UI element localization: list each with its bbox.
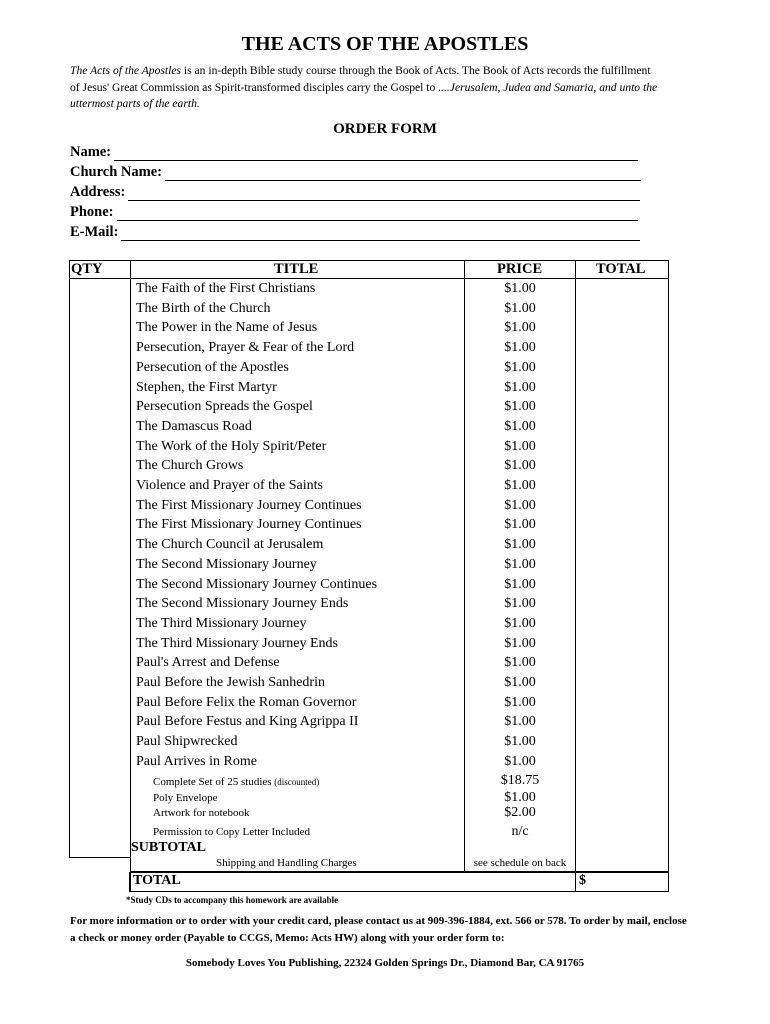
church-name-label: Church Name: [70, 164, 162, 180]
total-header: TOTAL [596, 261, 646, 277]
table-top-border [69, 260, 669, 261]
row-price: $1.00 [504, 418, 536, 434]
row-title: The Church Council at Jerusalem [136, 537, 324, 553]
row-title: The Work of the Holy Spirit/Peter [136, 438, 327, 454]
row-title: Paul Before Festus and King Agrippa II [136, 714, 359, 730]
row-title: The Second Missionary Journey Ends [136, 596, 349, 612]
row-price: $1.00 [504, 556, 536, 572]
qty-bottom-border [69, 857, 131, 858]
order-form-title: ORDER FORM [333, 121, 437, 137]
total-value: $ [579, 873, 586, 888]
row-price: $1.00 [504, 379, 536, 395]
shipping-label: Shipping and Handling Charges [216, 857, 357, 869]
phone-field[interactable] [70, 201, 638, 221]
set-note: (discounted) [274, 777, 320, 787]
artwork-price: $2.00 [504, 805, 536, 820]
artwork-title: Artwork for notebook [153, 807, 250, 819]
intro-text: is an in-depth Bible study course through the Book of Acts. The Book of Acts records the fulfillment of Jesus' Great Commission as Spirit-transformed disciples carry the Gospel to [70, 64, 651, 94]
address-label: Address: [70, 184, 126, 200]
church-name-line[interactable] [165, 166, 641, 181]
row-title: The Power in the Name of Jesus [136, 320, 318, 336]
row-title: Persecution, Prayer & Fear of the Lord [136, 340, 355, 356]
book-title: The Acts of the Apostles [70, 64, 181, 77]
email-line[interactable] [121, 226, 640, 241]
mailing-address: Somebody Loves You Publishing, 22324 Golden Springs Dr., Diamond Bar, CA 91765 [185, 957, 585, 969]
email-label: E-Mail: [70, 224, 119, 240]
table-right-border [668, 260, 669, 892]
total-box [129, 872, 669, 892]
row-title: Paul Shipwrecked [136, 734, 238, 750]
row-title: Stephen, the First Martyr [136, 379, 277, 395]
price-header: PRICE [497, 261, 543, 277]
row-price: $1.00 [504, 359, 536, 375]
intro-quote: ....Jerusalem, Judea and Samaria, and unto the uttermost parts of the earth. [70, 80, 658, 110]
row-price: $1.00 [504, 281, 536, 296]
row-title: The Second Missionary Journey [136, 556, 317, 572]
row-price: $1.00 [504, 734, 536, 750]
name-label: Name: [70, 144, 112, 160]
total-label: TOTAL [133, 873, 181, 888]
church-name-field[interactable] [70, 161, 641, 181]
row-price: $1.00 [504, 300, 536, 316]
phone-label: Phone: [70, 204, 114, 220]
row-price: $1.00 [504, 576, 536, 592]
row-title: Persecution Spreads the Gospel [136, 399, 313, 415]
row-price: $1.00 [504, 458, 536, 474]
row-title: Paul Before the Jewish Sanhedrin [136, 675, 325, 690]
permission-title: Permission to Copy Letter Included [153, 826, 311, 838]
envelope-title: Poly Envelope [153, 792, 218, 804]
subtotal-label: SUBTOTAL [131, 840, 206, 855]
row-price: $1.00 [504, 753, 536, 769]
qty-title-divider [130, 260, 131, 892]
row-title: The Birth of the Church [136, 300, 271, 316]
row-title: The First Missionary Journey Continues [136, 497, 362, 513]
cd-note: *Study CDs to accompany this homework are available [126, 895, 339, 905]
page-title: THE ACTS OF THE APOSTLES [241, 33, 529, 55]
intro-paragraph [70, 63, 660, 113]
row-price: $1.00 [504, 655, 536, 671]
email-field[interactable] [70, 221, 640, 241]
name-field[interactable] [70, 141, 638, 161]
row-title: Persecution of the Apostles [136, 359, 289, 375]
address-line[interactable] [128, 186, 640, 201]
name-line[interactable] [114, 146, 638, 161]
row-title: Paul Before Felix the Roman Governor [136, 694, 357, 710]
row-price: $1.00 [504, 635, 536, 651]
row-title: The Second Missionary Journey Continues [136, 576, 378, 592]
contact-info: For more information or to order with your credit card, please contact us at 909-396-1884, ext. 566 or 578. To order by mail, enclose a check or money order (Payable to CCGS, Memo: Acts HW) along with your order form to: [70, 915, 687, 944]
row-title: Paul's Arrest and Defense [136, 655, 280, 671]
set-price: $18.75 [500, 773, 540, 788]
row-price: $1.00 [504, 596, 536, 612]
row-price: $1.00 [504, 615, 536, 631]
row-price: $1.00 [504, 478, 536, 493]
table-left-border [69, 260, 70, 857]
row-price: $1.00 [504, 320, 536, 336]
row-price: $1.00 [504, 340, 536, 356]
qty-header: QTY [71, 261, 103, 277]
address-field[interactable] [70, 181, 640, 201]
row-title: The Faith of the First Christians [136, 281, 316, 296]
permission-price: n/c [511, 824, 529, 839]
row-price: $1.00 [504, 497, 536, 513]
row-price: $1.00 [504, 399, 536, 415]
row-price: $1.00 [504, 517, 536, 533]
row-price: $1.00 [504, 714, 536, 730]
row-price: $1.00 [504, 694, 536, 710]
set-title: Complete Set of 25 studies (discounted) [153, 776, 320, 788]
row-title: Paul Arrives in Rome [136, 753, 257, 769]
row-price: $1.00 [504, 675, 536, 690]
row-price: $1.00 [504, 438, 536, 454]
row-title: Violence and Prayer of the Saints [136, 478, 323, 493]
row-title: The Church Grows [136, 458, 244, 474]
row-price: $1.00 [504, 537, 536, 553]
row-title: The Third Missionary Journey Ends [136, 635, 338, 651]
shipping-price: see schedule on back [473, 857, 567, 869]
price-total-divider [575, 260, 576, 892]
row-title: The Third Missionary Journey [136, 615, 307, 631]
row-title: The Damascus Road [136, 418, 252, 434]
row-title: The First Missionary Journey Continues [136, 517, 362, 533]
envelope-price: $1.00 [504, 790, 536, 805]
phone-line[interactable] [117, 206, 639, 221]
title-header: TITLE [274, 261, 319, 277]
